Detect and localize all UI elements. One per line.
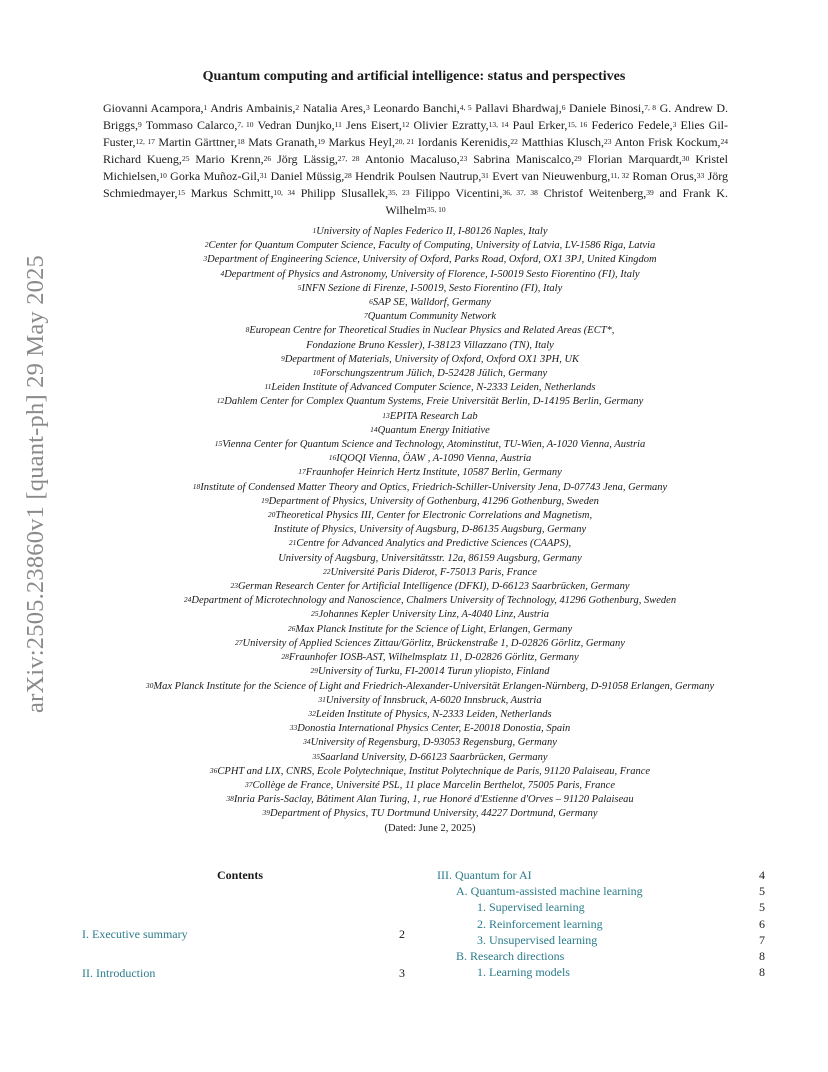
affiliation bbox=[60, 793, 800, 807]
author-list bbox=[103, 100, 728, 219]
author bbox=[492, 169, 629, 183]
affiliation bbox=[60, 608, 800, 622]
affiliation-number: 29 bbox=[310, 666, 318, 676]
affiliation bbox=[60, 395, 800, 409]
author bbox=[591, 118, 676, 132]
author-name: G. Andrew D. Briggs, bbox=[103, 101, 729, 132]
affiliation-continuation: University of Augsburg, Universitätsstr. 12a, 86159 Augsburg, Germany bbox=[278, 552, 582, 564]
affiliation-text: European Centre for Theoretical Studies in Nuclear Physics and Related Areas (ECT*, bbox=[249, 325, 615, 337]
author bbox=[195, 152, 271, 166]
author bbox=[301, 186, 410, 200]
dated-line: (Dated: June 2, 2025) bbox=[384, 822, 476, 834]
author-affiliation-ref: 33 bbox=[696, 171, 705, 180]
affiliation bbox=[60, 722, 800, 736]
author-affiliation-ref: 22 bbox=[510, 137, 518, 146]
toc-entry-link[interactable]: III. Quantum for AI bbox=[437, 868, 532, 882]
author-affiliation-ref: 7, 8 bbox=[644, 103, 657, 112]
affiliation-number: 25 bbox=[310, 609, 319, 619]
author-affiliation-ref: 18 bbox=[237, 137, 245, 146]
affiliation bbox=[60, 736, 800, 750]
affiliation bbox=[60, 239, 800, 253]
affiliation-number: 23 bbox=[230, 581, 238, 591]
author bbox=[414, 118, 509, 132]
affiliation bbox=[60, 779, 800, 793]
author bbox=[473, 152, 581, 166]
author-affiliation-ref: 24 bbox=[720, 137, 729, 146]
author bbox=[271, 169, 352, 183]
toc-page-number: 2 bbox=[399, 927, 405, 941]
author bbox=[365, 152, 467, 166]
author-name: Giovanni Acampora, bbox=[103, 101, 204, 115]
affiliation-text: Fraunhofer Heinrich Hertz Institute, 10587 Berlin, Germany bbox=[305, 467, 562, 479]
affiliation-number: 9 bbox=[280, 353, 285, 363]
affiliation-number: 2 bbox=[204, 240, 209, 250]
affiliation-text: Inria Paris-Saclay, Bâtiment Alan Turing, 1, rue Honoré d'Estienne d'Orves – 91120 Palaiseau bbox=[233, 794, 634, 806]
author-name: Vedran Dunjko, bbox=[257, 118, 335, 132]
affiliation-text: Department of Materials, University of Oxford, Oxford OX1 3PH, UK bbox=[284, 353, 580, 365]
affiliation bbox=[60, 310, 800, 324]
author bbox=[346, 118, 409, 132]
author bbox=[248, 135, 325, 149]
affiliation bbox=[60, 665, 800, 679]
toc-right-column bbox=[437, 867, 765, 980]
author-affiliation-ref: 25 bbox=[181, 154, 190, 163]
affiliation-text: Fraunhofer IOSB-AST, Wilhelmsplatz 11, D-02826 Görlitz, Germany bbox=[288, 652, 579, 664]
affiliation-number: 15 bbox=[214, 439, 223, 449]
affiliation bbox=[60, 438, 800, 452]
affiliation bbox=[60, 637, 800, 651]
toc-left-column bbox=[82, 926, 405, 1004]
author-affiliation-ref: 10, 34 bbox=[273, 188, 295, 197]
affiliation bbox=[60, 410, 800, 424]
author-name: Mario Krenn, bbox=[195, 152, 264, 166]
affiliation-text: SAP SE, Walldorf, Germany bbox=[372, 297, 491, 309]
author-name: Iordanis Kerenidis, bbox=[417, 135, 511, 149]
author bbox=[277, 152, 359, 166]
affiliation bbox=[60, 594, 800, 608]
affiliation-number: 27 bbox=[235, 637, 243, 647]
affiliation-number: 39 bbox=[262, 808, 270, 818]
toc-entry[interactable] bbox=[82, 965, 405, 1004]
affiliation bbox=[60, 765, 800, 779]
author bbox=[355, 169, 489, 183]
toc-entry[interactable] bbox=[437, 964, 765, 980]
affiliation-number: 31 bbox=[318, 694, 326, 704]
author-affiliation-ref: 19 bbox=[317, 137, 325, 146]
affiliation-number: 6 bbox=[369, 297, 373, 307]
affiliation-text: EPITA Research Lab bbox=[389, 410, 478, 422]
affiliation-text: Department of Physics and Astronomy, University of Florence, I-50019 Sesto Fiorentino (FI), Italy bbox=[224, 268, 640, 280]
affiliation-text: Université Paris Diderot, F-75013 Paris, France bbox=[330, 566, 537, 578]
toc-page-number: 3 bbox=[399, 966, 405, 980]
author-affiliation-ref: 6 bbox=[561, 103, 566, 112]
affiliation-text: Donostia International Physics Center, E-20018 Donostia, Spain bbox=[297, 723, 571, 735]
author-affiliation-ref: 35, 10 bbox=[426, 205, 446, 214]
contents-heading: Contents bbox=[216, 868, 263, 882]
affiliation-text: Leiden Institute of Physics, N-2333 Leiden, Netherlands bbox=[315, 708, 552, 720]
author-affiliation-ref: 11 bbox=[334, 120, 342, 129]
author-name: Olivier Ezratty, bbox=[413, 118, 489, 132]
author bbox=[158, 135, 244, 149]
affiliation-number: 7 bbox=[363, 311, 368, 321]
author-name: Daniel Müssig, bbox=[270, 169, 345, 183]
affiliation-number: 22 bbox=[323, 566, 331, 576]
toc-entry-link[interactable]: II. Introduction bbox=[82, 966, 156, 980]
affiliation-text: German Research Center for Artificial Intelligence (DFKI), D-66123 Saarbrücken, Germany bbox=[237, 581, 630, 593]
affiliation-number: 36 bbox=[209, 765, 218, 775]
affiliation-text: Saarland University, D-66123 Saarbrücken, Germany bbox=[320, 751, 548, 763]
author-name: Mats Granath, bbox=[248, 135, 318, 149]
affiliation-number: 12 bbox=[216, 396, 225, 406]
author-name: Sabrina Maniscalco, bbox=[473, 152, 575, 166]
affiliation-text: Center for Quantum Computer Science, Faculty of Computing, University of Latvia, LV-1586 Riga, Latvia bbox=[208, 240, 656, 252]
affiliation bbox=[60, 580, 800, 594]
author-affiliation-ref: 11, 32 bbox=[610, 171, 630, 180]
affiliation-text: Theoretical Physics III, Center for Electronic Correlations and Magnetism, bbox=[275, 510, 593, 522]
affiliation-continuation: Fondazione Bruno Kessler), I-38123 Villazzano (TN), Italy bbox=[306, 339, 554, 351]
affiliation-text: Department of Physics, TU Dortmund University, 44227 Dortmund, Germany bbox=[269, 808, 598, 820]
author-affiliation-ref: 31 bbox=[259, 171, 268, 180]
toc-entry-link[interactable]: 1. Supervised learning bbox=[477, 900, 585, 915]
toc-entry-link[interactable]: 1. Learning models bbox=[477, 965, 570, 980]
affiliation-number: 19 bbox=[261, 495, 269, 505]
toc-page-number: 4 bbox=[759, 868, 765, 882]
author-affiliation-ref: 30 bbox=[681, 154, 690, 163]
affiliation-number: 34 bbox=[303, 737, 311, 747]
author-name: Florian Marquardt, bbox=[587, 152, 682, 166]
author-name: Jörg Lässig, bbox=[277, 152, 338, 166]
affiliation-text: Leiden Institute of Advanced Computer Science, N-2333 Leiden, Netherlands bbox=[271, 382, 596, 394]
toc-entry[interactable] bbox=[437, 948, 765, 964]
affiliation-number: 30 bbox=[145, 680, 154, 690]
affiliation bbox=[60, 324, 800, 338]
author bbox=[521, 135, 611, 149]
affiliation bbox=[60, 651, 800, 665]
affiliation-number: 14 bbox=[370, 424, 378, 434]
author-affiliation-ref: 10 bbox=[159, 171, 167, 180]
affiliation-text: Collège de France, Université PSL, 11 place Marcelin Berthelot, 75005 Paris, France bbox=[252, 779, 615, 791]
author-affiliation-ref: 20, 21 bbox=[395, 137, 415, 146]
author bbox=[328, 135, 414, 149]
toc-page-number: 5 bbox=[759, 900, 765, 915]
affiliation-text: CPHT and LIX, CNRS, Ecole Polytechnique, Institut Polytechnique de Paris, 91120 Palaiseau, France bbox=[217, 765, 651, 777]
affiliation-number: 5 bbox=[297, 282, 302, 292]
affiliation bbox=[60, 353, 800, 367]
author bbox=[614, 135, 728, 149]
affiliation-number: 26 bbox=[287, 623, 296, 633]
affiliation bbox=[60, 495, 800, 509]
affiliation-text: Max Planck Institute for the Science of Light, Erlangen, Germany bbox=[295, 623, 573, 635]
author-affiliation-ref: 23 bbox=[459, 154, 468, 163]
author bbox=[373, 101, 471, 115]
author-name: Elies Gil-Fuster, bbox=[103, 118, 728, 149]
affiliation bbox=[60, 452, 800, 466]
author bbox=[632, 169, 704, 183]
affiliation bbox=[60, 694, 800, 708]
affiliation bbox=[60, 680, 800, 694]
affiliation-number: 4 bbox=[220, 268, 225, 278]
affiliation-number: 11 bbox=[264, 382, 272, 392]
author bbox=[191, 186, 295, 200]
affiliation-number: 35 bbox=[312, 751, 321, 761]
toc-entry-link[interactable]: 3. Unsupervised learning bbox=[477, 932, 598, 947]
author-affiliation-ref: 12 bbox=[401, 120, 410, 129]
affiliation-list bbox=[60, 225, 800, 836]
author-affiliation-ref: 7, 10 bbox=[237, 120, 254, 129]
author-name: and Frank K. Wilhelm bbox=[385, 186, 728, 217]
affiliation bbox=[60, 623, 800, 637]
affiliation-number: 8 bbox=[245, 325, 250, 335]
toc-page-number: 6 bbox=[759, 916, 765, 931]
author-name: Jörg Schmiedmayer, bbox=[103, 169, 729, 200]
toc-page-number: 8 bbox=[759, 948, 765, 963]
author bbox=[513, 118, 588, 132]
affiliation bbox=[60, 268, 800, 282]
affiliation-number: 28 bbox=[281, 652, 289, 662]
author bbox=[146, 118, 254, 132]
author-affiliation-ref: 15, 16 bbox=[567, 120, 588, 129]
affiliation bbox=[60, 537, 800, 551]
toc-entry[interactable] bbox=[437, 883, 765, 899]
author-name: Christof Weitenberg, bbox=[543, 186, 647, 200]
author-affiliation-ref: 3 bbox=[365, 103, 370, 112]
author-name: Roman Orus, bbox=[632, 169, 697, 183]
toc-entry[interactable] bbox=[437, 899, 765, 915]
affiliation bbox=[60, 282, 800, 296]
affiliation bbox=[60, 708, 800, 722]
toc-page-number: 5 bbox=[759, 884, 765, 899]
author-name: Federico Fedele, bbox=[591, 118, 673, 132]
affiliation-text: Forschungszentrum Jülich, D-52428 Jülich, Germany bbox=[320, 368, 548, 380]
author-affiliation-ref: 23 bbox=[604, 137, 612, 146]
author bbox=[475, 101, 565, 115]
toc-entry-link[interactable]: 2. Reinforcement learning bbox=[477, 916, 603, 931]
affiliation-text: Max Planck Institute for the Science of Light and Friedrich-Alexander-Universität Erlangen-Nürnberg, D-91058 Erlangen, Germany bbox=[153, 680, 715, 692]
author bbox=[415, 186, 538, 200]
affiliation-text: IQOQI Vienna, ÖAW , A-1090 Vienna, Austria bbox=[336, 453, 532, 465]
affiliation bbox=[60, 424, 800, 438]
author-affiliation-ref: 27, 28 bbox=[337, 154, 360, 163]
author-affiliation-ref: 26 bbox=[263, 154, 272, 163]
affiliation bbox=[60, 367, 800, 381]
affiliation-text: INFN Sezione di Firenze, I-50019, Sesto Fiorentino (FI), Italy bbox=[301, 282, 563, 294]
author-name: Daniele Binosi, bbox=[569, 101, 645, 115]
author-affiliation-ref: 31 bbox=[481, 171, 489, 180]
affiliation bbox=[60, 566, 800, 580]
author-name: Andris Ambainis, bbox=[210, 101, 296, 115]
author-affiliation-ref: 39 bbox=[646, 188, 654, 197]
affiliation bbox=[60, 466, 800, 480]
author-affiliation-ref: 29 bbox=[574, 154, 582, 163]
author-name: Tommaso Calarco, bbox=[145, 118, 238, 132]
author-name: Paul Erker, bbox=[512, 118, 568, 132]
affiliation-number: 10 bbox=[312, 368, 321, 378]
author-name: Jens Eisert, bbox=[346, 118, 402, 132]
author-affiliation-ref: 35, 23 bbox=[388, 188, 410, 197]
affiliation bbox=[60, 381, 800, 395]
toc-entry[interactable] bbox=[82, 926, 405, 965]
affiliation bbox=[60, 751, 800, 765]
author bbox=[544, 186, 654, 200]
arxiv-side-stamp bbox=[16, 255, 56, 713]
affiliation-number: 3 bbox=[203, 254, 208, 264]
author-affiliation-ref: 9 bbox=[138, 120, 142, 129]
affiliation-number: 16 bbox=[328, 453, 337, 463]
author-affiliation-ref: 3 bbox=[672, 120, 677, 129]
author bbox=[103, 101, 207, 115]
affiliation bbox=[60, 253, 800, 267]
affiliation-number: 33 bbox=[289, 723, 298, 733]
toc-entry[interactable] bbox=[437, 867, 765, 883]
toc-entry[interactable] bbox=[437, 916, 765, 932]
author-affiliation-ref: 28 bbox=[344, 171, 352, 180]
author-affiliation-ref: 15 bbox=[177, 188, 185, 197]
author-affiliation-ref: 36, 37, 38 bbox=[502, 188, 538, 197]
author bbox=[210, 101, 299, 115]
affiliation bbox=[60, 509, 800, 523]
affiliation-text: Department of Engineering Science, University of Oxford, Parks Road, Oxford, OX1 3PJ, United Kingdom bbox=[207, 254, 657, 266]
author bbox=[170, 169, 267, 183]
affiliation-number: 37 bbox=[245, 779, 253, 789]
author-name: Filippo Vicentini, bbox=[415, 186, 503, 200]
author-name: Leonardo Banchi, bbox=[373, 101, 460, 115]
author-name: Anton Frisk Kockum, bbox=[614, 135, 721, 149]
author-name: Markus Schmitt, bbox=[190, 186, 274, 200]
arxiv-identifier: arXiv:2505.23860v1 [quant-ph] 29 May 2025 bbox=[22, 255, 49, 713]
affiliation-text: University of Innsbruck, A-6020 Innsbruck, Austria bbox=[325, 694, 542, 706]
author-affiliation-ref: 4, 5 bbox=[459, 103, 472, 112]
affiliation-text: Vienna Center for Quantum Science and Technology, Atominstitut, TU-Wien, A-1020 Vienna, Austria bbox=[222, 439, 646, 451]
toc-entry-link[interactable]: I. Executive summary bbox=[82, 927, 188, 941]
affiliation-text: University of Naples Federico II, I-80126 Naples, Italy bbox=[316, 226, 548, 237]
author bbox=[588, 152, 690, 166]
affiliation-number: 32 bbox=[308, 708, 316, 718]
affiliation-text: Institute of Condensed Matter Theory and Optics, Friedrich-Schiller-University Jena, D-07743 Jena, Germany bbox=[200, 481, 668, 493]
affiliation bbox=[60, 807, 800, 821]
author-name: Richard Kueng, bbox=[103, 152, 182, 166]
affiliation-number: 13 bbox=[382, 410, 390, 420]
toc-entry-link[interactable]: A. Quantum-assisted machine learning bbox=[456, 884, 643, 899]
affiliation-text: University of Turku, FI-20014 Turun yliopisto, Finland bbox=[317, 666, 550, 678]
affiliation-number: 1 bbox=[312, 226, 317, 235]
author-name: Hendrik Poulsen Nautrup, bbox=[355, 169, 482, 183]
affiliation-number: 21 bbox=[288, 538, 297, 548]
toc-page-number: 7 bbox=[759, 932, 765, 947]
author-affiliation-ref: 2 bbox=[295, 103, 300, 112]
author bbox=[418, 135, 518, 149]
affiliation-number: 20 bbox=[267, 510, 276, 520]
affiliation-text: Department of Microtechnology and Nanoscience, Chalmers University of Technology, 41296 Gothenburg, Sweden bbox=[191, 595, 677, 607]
author-affiliation-ref: 13, 14 bbox=[488, 120, 509, 129]
affiliation-number: 18 bbox=[192, 481, 201, 491]
affiliation-text: Department of Physics, University of Gothenburg, 41296 Gothenburg, Sweden bbox=[268, 495, 599, 507]
author-name: Markus Heyl, bbox=[328, 135, 395, 149]
author-name: Philipp Slusallek, bbox=[300, 186, 389, 200]
author-name: Pallavi Bhardwaj, bbox=[475, 101, 562, 115]
toc-entry[interactable] bbox=[437, 932, 765, 948]
author-affiliation-ref: 1 bbox=[203, 103, 208, 112]
author-name: Kristel Michielsen, bbox=[103, 152, 728, 183]
affiliation-text: Dahlem Center for Complex Quantum Systems, Freie Universität Berlin, D-14195 Berlin, Germany bbox=[224, 396, 644, 408]
author-affiliation-ref: 12, 17 bbox=[135, 137, 155, 146]
author-name: Matthias Klusch, bbox=[521, 135, 605, 149]
affiliation-text: University of Regensburg, D-93053 Regensburg, Germany bbox=[310, 737, 557, 749]
author-name: Natalia Ares, bbox=[302, 101, 366, 115]
toc-entry-link[interactable]: B. Research directions bbox=[456, 948, 565, 963]
author bbox=[569, 101, 656, 115]
author-name: Martin Gärttner, bbox=[158, 135, 238, 149]
author bbox=[303, 101, 370, 115]
affiliation-text: Johannes Kepler University Linz, A-4040 Linz, Austria bbox=[318, 609, 550, 621]
affiliation-number: 17 bbox=[298, 467, 306, 477]
affiliation-text: Quantum Energy Initiative bbox=[377, 424, 490, 436]
toc-page-number: 8 bbox=[759, 965, 765, 980]
affiliation-text: Quantum Community Network bbox=[367, 311, 497, 323]
author-name: Antonio Macaluso, bbox=[364, 152, 460, 166]
author bbox=[103, 152, 189, 166]
affiliation bbox=[60, 296, 800, 310]
affiliation-text: Centre for Advanced Analytics and Predictive Sciences (CAAPS), bbox=[296, 538, 572, 550]
affiliation bbox=[60, 225, 800, 239]
author-name: Gorka Muñoz-Gil, bbox=[170, 169, 260, 183]
affiliation-text: University of Applied Sciences Zittau/Görlitz, Brückenstraße 1, D-02826 Görlitz, Germany bbox=[242, 637, 625, 649]
affiliation-number: 38 bbox=[226, 794, 234, 804]
affiliation-continuation: Institute of Physics, University of Augsburg, D-86135 Augsburg, Germany bbox=[273, 524, 587, 536]
affiliation bbox=[60, 481, 800, 495]
paper-title: Quantum computing and artificial intelligence: status and perspectives bbox=[202, 69, 626, 84]
author bbox=[257, 118, 341, 132]
author-name: Evert van Nieuwenburg, bbox=[492, 169, 611, 183]
affiliation-number: 24 bbox=[183, 595, 192, 605]
